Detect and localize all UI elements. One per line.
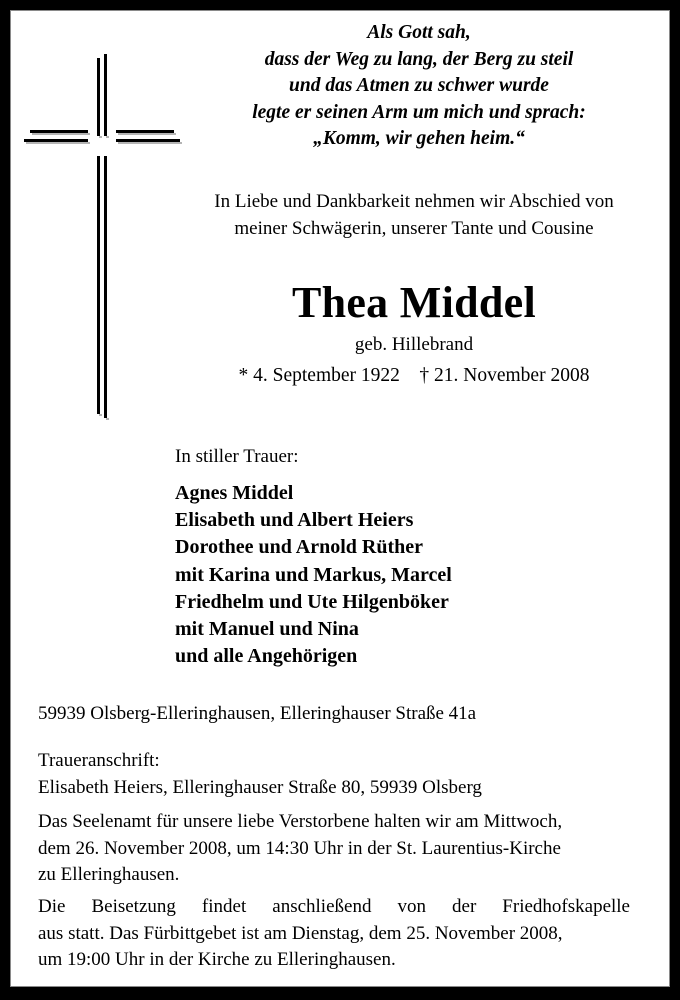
cross-vertical-upper-line-1 (97, 58, 100, 136)
burial-paragraph (38, 894, 630, 974)
cross-horizontal-right-line-2 (116, 139, 180, 142)
cross-horizontal-right-line-1 (116, 130, 174, 133)
mourners-list (175, 480, 452, 670)
mourner-name: mit Manuel und Nina (175, 618, 359, 641)
verse-line: Als Gott sah, (367, 22, 471, 43)
condolence-address-label: Traueranschrift: (38, 750, 160, 771)
intro-text (178, 188, 650, 242)
mourner-name: Friedhelm und Ute Hilgenböker (175, 590, 449, 613)
mourner-name: mit Karina und Markus, Marcel (175, 563, 452, 586)
cross-vertical-lower-line-2 (104, 156, 107, 418)
intro-line: In Liebe und Dankbarkeit nehmen wir Abschied von (214, 191, 614, 212)
home-address (38, 700, 638, 727)
mourner-name: und alle Angehörigen (175, 645, 358, 668)
requiem-service-line: dem 26. November 2008, um 14:30 Uhr in der St. Laurentius-Kirche (38, 837, 561, 859)
cross-vertical-lower-line-1 (97, 156, 100, 414)
mourners-label: In stiller Trauer: (175, 446, 299, 467)
condolence-address (38, 747, 638, 801)
deceased-name: Thea Middel (291, 278, 537, 327)
requiem-service-line: zu Elleringhausen. (38, 864, 180, 885)
cross-horizontal-left-line-2 (24, 139, 88, 142)
deceased-maiden-name: geb. Hillebrand (354, 334, 474, 355)
requiem-service-paragraph (38, 809, 630, 889)
home-address-line: 59939 Olsberg-Elleringhausen, Elleringhauser Straße 41a (38, 703, 477, 724)
intro-line: meiner Schwägerin, unserer Tante und Cousine (234, 218, 594, 239)
verse-line: und das Atmen zu schwer wurde (289, 75, 549, 96)
condolence-address-line: Elisabeth Heiers, Elleringhauser Straße 80, 59939 Olsberg (38, 777, 482, 798)
cross-vertical-upper-line-2 (104, 54, 107, 136)
burial-line: aus statt. Das Fürbittgebet ist am Dienstag, dem 25. November 2008, (38, 922, 563, 944)
mourner-name: Agnes Middel (175, 482, 294, 504)
burial-line: um 19:00 Uhr in der Kirche zu Elleringhausen. (38, 949, 396, 970)
christian-cross-icon (18, 40, 178, 430)
cross-horizontal-left-line-1 (30, 130, 88, 133)
deceased-life-dates: * 4. September 1922 † 21. November 2008 (238, 365, 590, 386)
verse-line: „Komm, wir gehen heim.“ (313, 128, 525, 149)
verse-line: legte er seinen Arm um mich und sprach: (252, 101, 586, 123)
verse-line: dass der Weg zu lang, der Berg zu steil (264, 48, 574, 70)
memorial-verse (178, 20, 660, 153)
notice-inner-area (10, 10, 670, 987)
requiem-service-line: Das Seelenamt für unsere liebe Verstorbene halten wir am Mittwoch, (38, 811, 563, 832)
mourner-name: Dorothee und Arnold Rüther (175, 536, 423, 559)
mourner-name: Elisabeth und Albert Heiers (175, 509, 414, 532)
burial-line: Die Beisetzung findet anschließend von der Friedhofskapelle (38, 896, 630, 917)
